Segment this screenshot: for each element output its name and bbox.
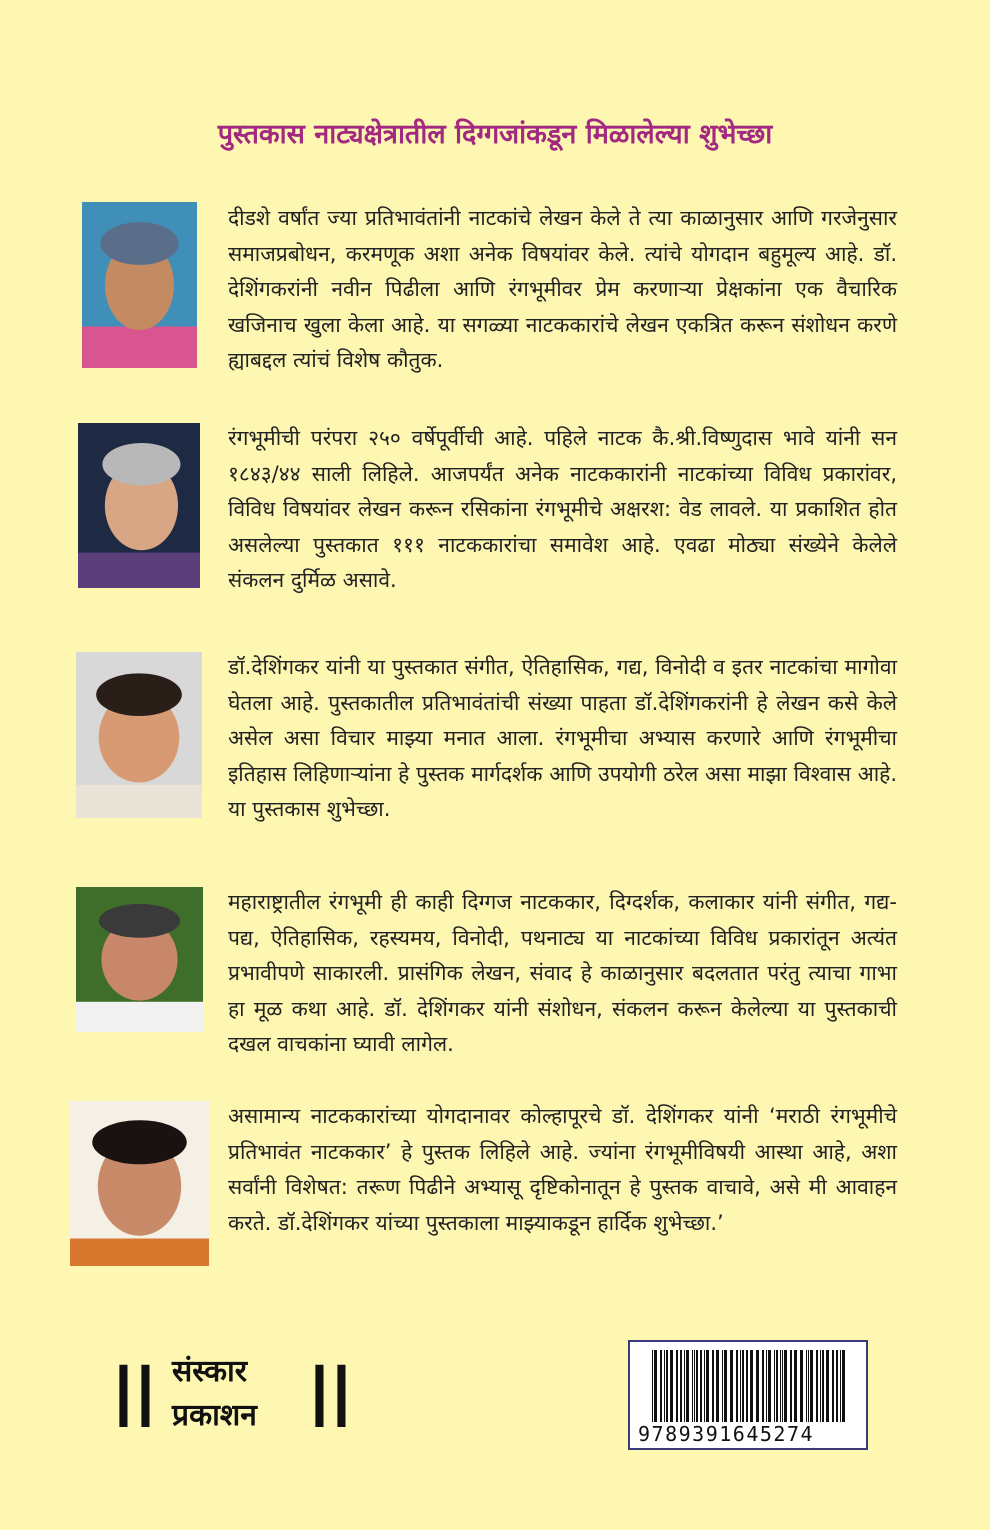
barcode-bar (686, 1350, 689, 1422)
barcode-bar (842, 1350, 845, 1422)
testimonial-text: डॉ.देशिंगकर यांनी या पुस्तकात संगीत, ऐतिहासिक, गद्य, विनोदी व इतर नाटकांचा मागोवा घेतला आहे. पुस्तकातील प्रतिभावंतांची संख्या पाहता डॉ.देशिंगकरांनी हे लेखन कसे केले असेल असा विचार माझ्या मनात आला. रंगभूमीचा अभ्यास करणारे आणि रंगभूमीचा इतिहास लिहिणाऱ्यांना हे पुस्तक मार्गदर्शक आणि उपयोगी ठरेल असा माझा विश्वास आहे. या पुस्तकास शुभेच्छा. (228, 655, 897, 821)
barcode-bar (740, 1350, 741, 1422)
barcode-bar (742, 1350, 744, 1422)
barcode-bar (826, 1350, 829, 1422)
barcode-bar (736, 1350, 738, 1422)
barcode-bar (800, 1350, 803, 1422)
barcode-bar (822, 1350, 824, 1422)
barcode-bar (832, 1350, 834, 1422)
barcode-bar (676, 1350, 678, 1422)
barcode-bars (648, 1350, 848, 1422)
portrait-2 (78, 423, 200, 588)
barcode-bar (762, 1350, 764, 1422)
barcode-bar (774, 1350, 775, 1422)
publisher-name-line2: प्रकाशन (172, 1398, 257, 1433)
barcode-bar (706, 1350, 709, 1422)
barcode-bar (820, 1350, 821, 1422)
barcode-bar (666, 1350, 668, 1422)
barcode-bar (746, 1350, 748, 1422)
isbn-number: 9789391645274 (638, 1422, 815, 1446)
publisher-logo (100, 1334, 360, 1451)
barcode-bar (750, 1350, 753, 1422)
logo-bars-left: ॥ (100, 1334, 146, 1451)
barcode-bar (816, 1350, 818, 1422)
barcode-bar (684, 1350, 685, 1422)
barcode-bar (810, 1350, 813, 1422)
barcode-bar (712, 1350, 714, 1422)
publisher-name-line1: संस्कार (172, 1354, 248, 1389)
barcode-bar (730, 1350, 733, 1422)
barcode-bar (670, 1350, 673, 1422)
barcode-bar (784, 1350, 787, 1422)
barcode-bar (724, 1350, 727, 1422)
barcode-bar (836, 1350, 838, 1422)
barcode-bar (700, 1350, 702, 1422)
barcode-bar (794, 1350, 797, 1422)
portrait-5 (70, 1101, 209, 1266)
barcode-bar (654, 1350, 657, 1422)
barcode-bar (782, 1350, 783, 1422)
barcode-bar (716, 1350, 719, 1422)
barcode-bar (652, 1350, 653, 1422)
testimonial-text: असामान्य नाटककारांच्या योगदानावर कोल्हापूरचे डॉ. देशिंगकर यांनी ‘मराठी रंगभूमीचे प्रतिभावंत नाटककार’ हे पुस्तक लिहिले आहे. ज्यांना रंगभूमीविषयी आस्था आहे, अशा सर्वांनी विशेषत: तरूण पिढीने अभ्यासू दृष्टिकोनातून हे पुस्तक वाचावे, असे मी आवाहन करते. डॉ.देशिंगकर यांच्या पुस्तकाला माझ्याकडून हार्दिक शुभेच्छा.’ (228, 1104, 897, 1235)
isbn-barcode (628, 1340, 868, 1450)
barcode-bar (694, 1350, 695, 1422)
logo-bars-right: ॥ (296, 1334, 342, 1451)
portrait-4 (76, 887, 203, 1032)
barcode-bar (780, 1350, 781, 1422)
barcode-bar (692, 1350, 693, 1422)
barcode-bar (806, 1350, 807, 1422)
barcode-bar (664, 1350, 665, 1422)
barcode-bar (722, 1350, 723, 1422)
barcode-bar (704, 1350, 705, 1422)
barcode-bar (756, 1350, 759, 1422)
barcode-bar (768, 1350, 771, 1422)
barcode-bar (840, 1350, 841, 1422)
portrait-1 (82, 202, 197, 368)
portrait-3 (76, 652, 202, 818)
testimonial-text: महाराष्ट्रातील रंगभूमी ही काही दिग्गज नाटककार, दिग्दर्शक, कलाकार यांनी संगीत, गद्य-पद्य, ऐतिहासिक, रहस्यमय, विनोदी, पथनाट्य या नाटकांच्या विविध प्रकारांतून अत्यंत प्रभावीपणे साकारली. प्रासंगिक लेखन, संवाद हे काळानुसार बदलतात परंतु त्याचा गाभा हा मूळ कथा आहे. डॉ. देशिंगकर यांनी संशोधन, संकलन करून केलेल्या या पुस्तकाची दखल वाचकांना घ्यावी लागेल. (228, 890, 897, 1056)
barcode-bar (776, 1350, 778, 1422)
barcode-bar (696, 1350, 698, 1422)
barcode-bar (790, 1350, 792, 1422)
barcode-bar (766, 1350, 767, 1422)
barcode-bar (680, 1350, 682, 1422)
barcode-bar (808, 1350, 809, 1422)
barcode-bar (660, 1350, 662, 1422)
testimonial-text: दीडशे वर्षांत ज्या प्रतिभावंतांनी नाटकांचे लेखन केले ते त्या काळानुसार आणि गरजेनुसार समाजप्रबोधन, करमणूक अशा अनेक विषयांवर केले. त्यांचे योगदान बहुमूल्य आहे. डॉ. देशिंगकरांनी नवीन पिढीला आणि रंगभूमीवर प्रेम करणाऱ्या प्रेक्षकांना एक वैचारिक खजिनाच खुला केला आहे. या सगळ्या नाटककारांचे लेखन एकत्रित करून संशोधन करणे ह्याबद्दल त्यांचं विशेष कौतुक. (228, 206, 897, 372)
testimonial-text: रंगभूमीची परंपरा २५० वर्षेपूर्वीची आहे. पहिले नाटक कै.श्री.विष्णुदास भावे यांनी सन १८४३/४४ साली लिहिले. आजपर्यंत अनेक नाटककारांनी नाटकांच्या विविध प्रकारांवर, विविध विषयांवर लेखन करून रसिकांना रंगभूमीचे अक्षरश: वेड लावले. या प्रकाशित होत असलेल्या पुस्तकात १११ नाटककारांचा समावेश आहे. एवढा मोठ्या संख्येने केलेले संकलन दुर्मिळ असावे. (228, 426, 897, 592)
page-title: पुस्तकास नाट्यक्षेत्रातील दिग्गजांकडून मिळालेल्या शुभेच्छा (217, 119, 773, 150)
